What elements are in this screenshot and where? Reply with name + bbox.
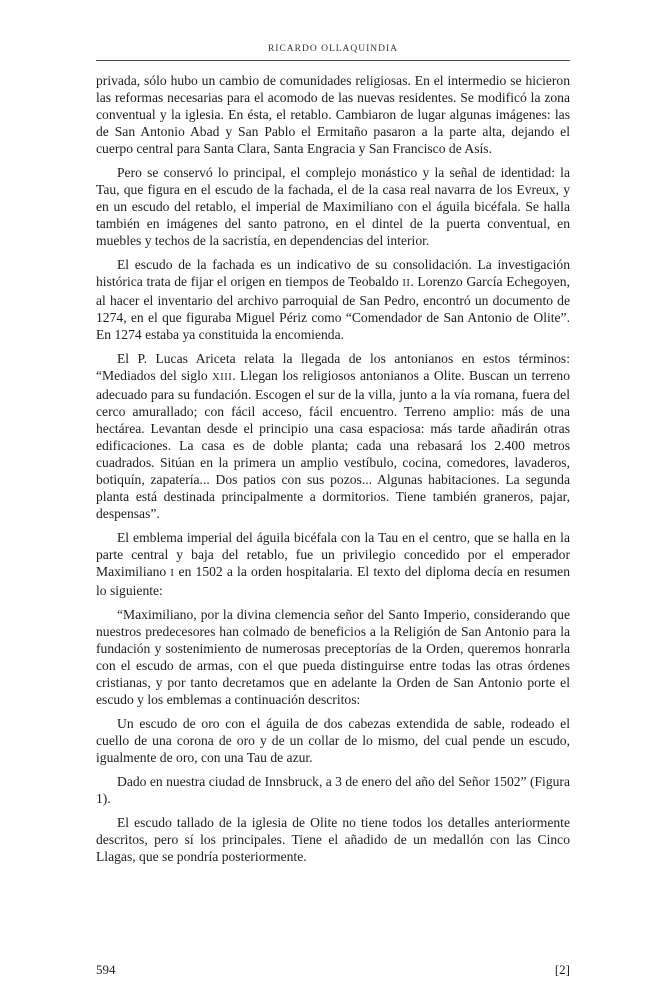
paragraph-8-quote: Dado en nuestra ciudad de Innsbruck, a 3 de enero del año del Señor 1502” (Figura 1). (96, 774, 570, 806)
paragraph-6-quote: “Maximiliano, por la divina clemencia señor del Santo Imperio, considerando que nuestros predecesores han colmado de beneficios a la Religión de San Antonio para la fundación y sostenimiento de numerosas preceptorías de la Orden, queremos honrarla con el escudo de armas, con el que pueda distinguirse entre todas las otras órdenes cristianas, y por tanto decretamos que en adelante la Orden de San Antonio porte el escudo y los emblemas a continuación descritos: (96, 607, 570, 707)
paragraph-4-text-b: . Llegan los religiosos antonianos a Olite. Buscan un terreno adecuado para su fundación. Escogen el sur de la villa, junto a la vía romana, fuera del cerco amurallado; con fácil acceso, fácil encuentro. Terreno amplio: más de una hectárea. Levantan desde el principio una casa espaciosa: más tarde añadirán otras edificaciones. La casa es de doble planta; cada una rebasará los 2.400 metros cuadrados. Sitúan en la primera un amplio vestíbulo, cocina, comedores, lavaderos, botiquín, zapatería... Dos patios con sus pozos... Algunas habitaciones. La segunda planta está destinada principalmente a dormitorios. Tiene también graneros, pajar, despensas”. (96, 368, 571, 521)
paragraph-3-text-b: . Lorenzo García Echegoyen, al hacer el inventario del archivo parroquial de San Pedro, encontró un documento de 1274, en el que figuraba Miguel Périz como “Comendador de San Antonio de Olite”. En 1274 estaba ya constituida la encomienda. (96, 274, 570, 342)
paragraph-5-text-b: en 1502 a la orden hospitalaria. El texto del diploma decía en resumen lo siguiente: (96, 564, 570, 598)
paragraph-5 (96, 529, 570, 599)
header-rule (96, 60, 570, 61)
regnal-numeral: II (402, 278, 411, 289)
paragraph-7-quote: Un escudo de oro con el águila de dos cabezas extendida de sable, rodeado el cuello de una corona de oro y de un collar de lo mismo, del cual pende un escudo, igualmente de oro, con una Tau de azur. (96, 716, 570, 765)
paragraph-4-text-a: El P. Lucas Ariceta relata la llegada de los antonianos en estos términos: “Mediados del siglo (96, 351, 570, 383)
section-marker: [2] (554, 962, 570, 977)
paragraph-1: privada, sólo hubo un cambio de comunidades religiosas. En el intermedio se hicieron las reformas necesarias para el acomodo de las nuevas residentes. Se modificó la zona conventual y la iglesia. En ésta, el retablo. Cambiaron de lugar algunas imágenes: las de San Antonio Abad y San Pablo el Ermitaño pasaron a la parte alta, dejando el cuerpo central para Santa Clara, Santa Engracia y San Francisco de Asís. (96, 73, 570, 156)
century-numeral: XIII (212, 372, 233, 383)
body-text (96, 72, 570, 872)
paragraph-3 (96, 256, 570, 343)
paragraph-3-text-a: El escudo de la fachada es un indicativo de su consolidación. La investigación histórica trata de fijar el origen en tiempos de Teobaldo (96, 257, 570, 289)
paragraph-4 (96, 350, 570, 522)
regnal-numeral: I (170, 568, 175, 579)
paragraph-5-text-a: El emblema imperial del águila bicéfala con la Tau en el centro, que se halla en la parte central y baja del retablo, fue un privilegio concedido por el emperador Maximiliano (96, 530, 570, 579)
page-number: 594 (96, 962, 116, 977)
paragraph-9: El escudo tallado de la iglesia de Olite no tiene todos los detalles anteriormente descritos, pero sí los principales. Tiene el añadido de un medallón con las Cinco Llagas, que se pondría posteriormente. (96, 815, 570, 864)
running-header: RICARDO OLLAQUINDIA (267, 44, 399, 54)
paragraph-2: Pero se conservó lo principal, el complejo monástico y la señal de identidad: la Tau, que figura en el escudo de la fachada, el de la casa real navarra de los Evreux, y en un escudo del retablo, el imperial de Maximiliano con el águila bicéfala. Se halla también en imágenes del santo patrono, en el dintel de la puerta conventual, en muebles y techos de la sacristía, en dependencias del interior. (96, 165, 570, 248)
